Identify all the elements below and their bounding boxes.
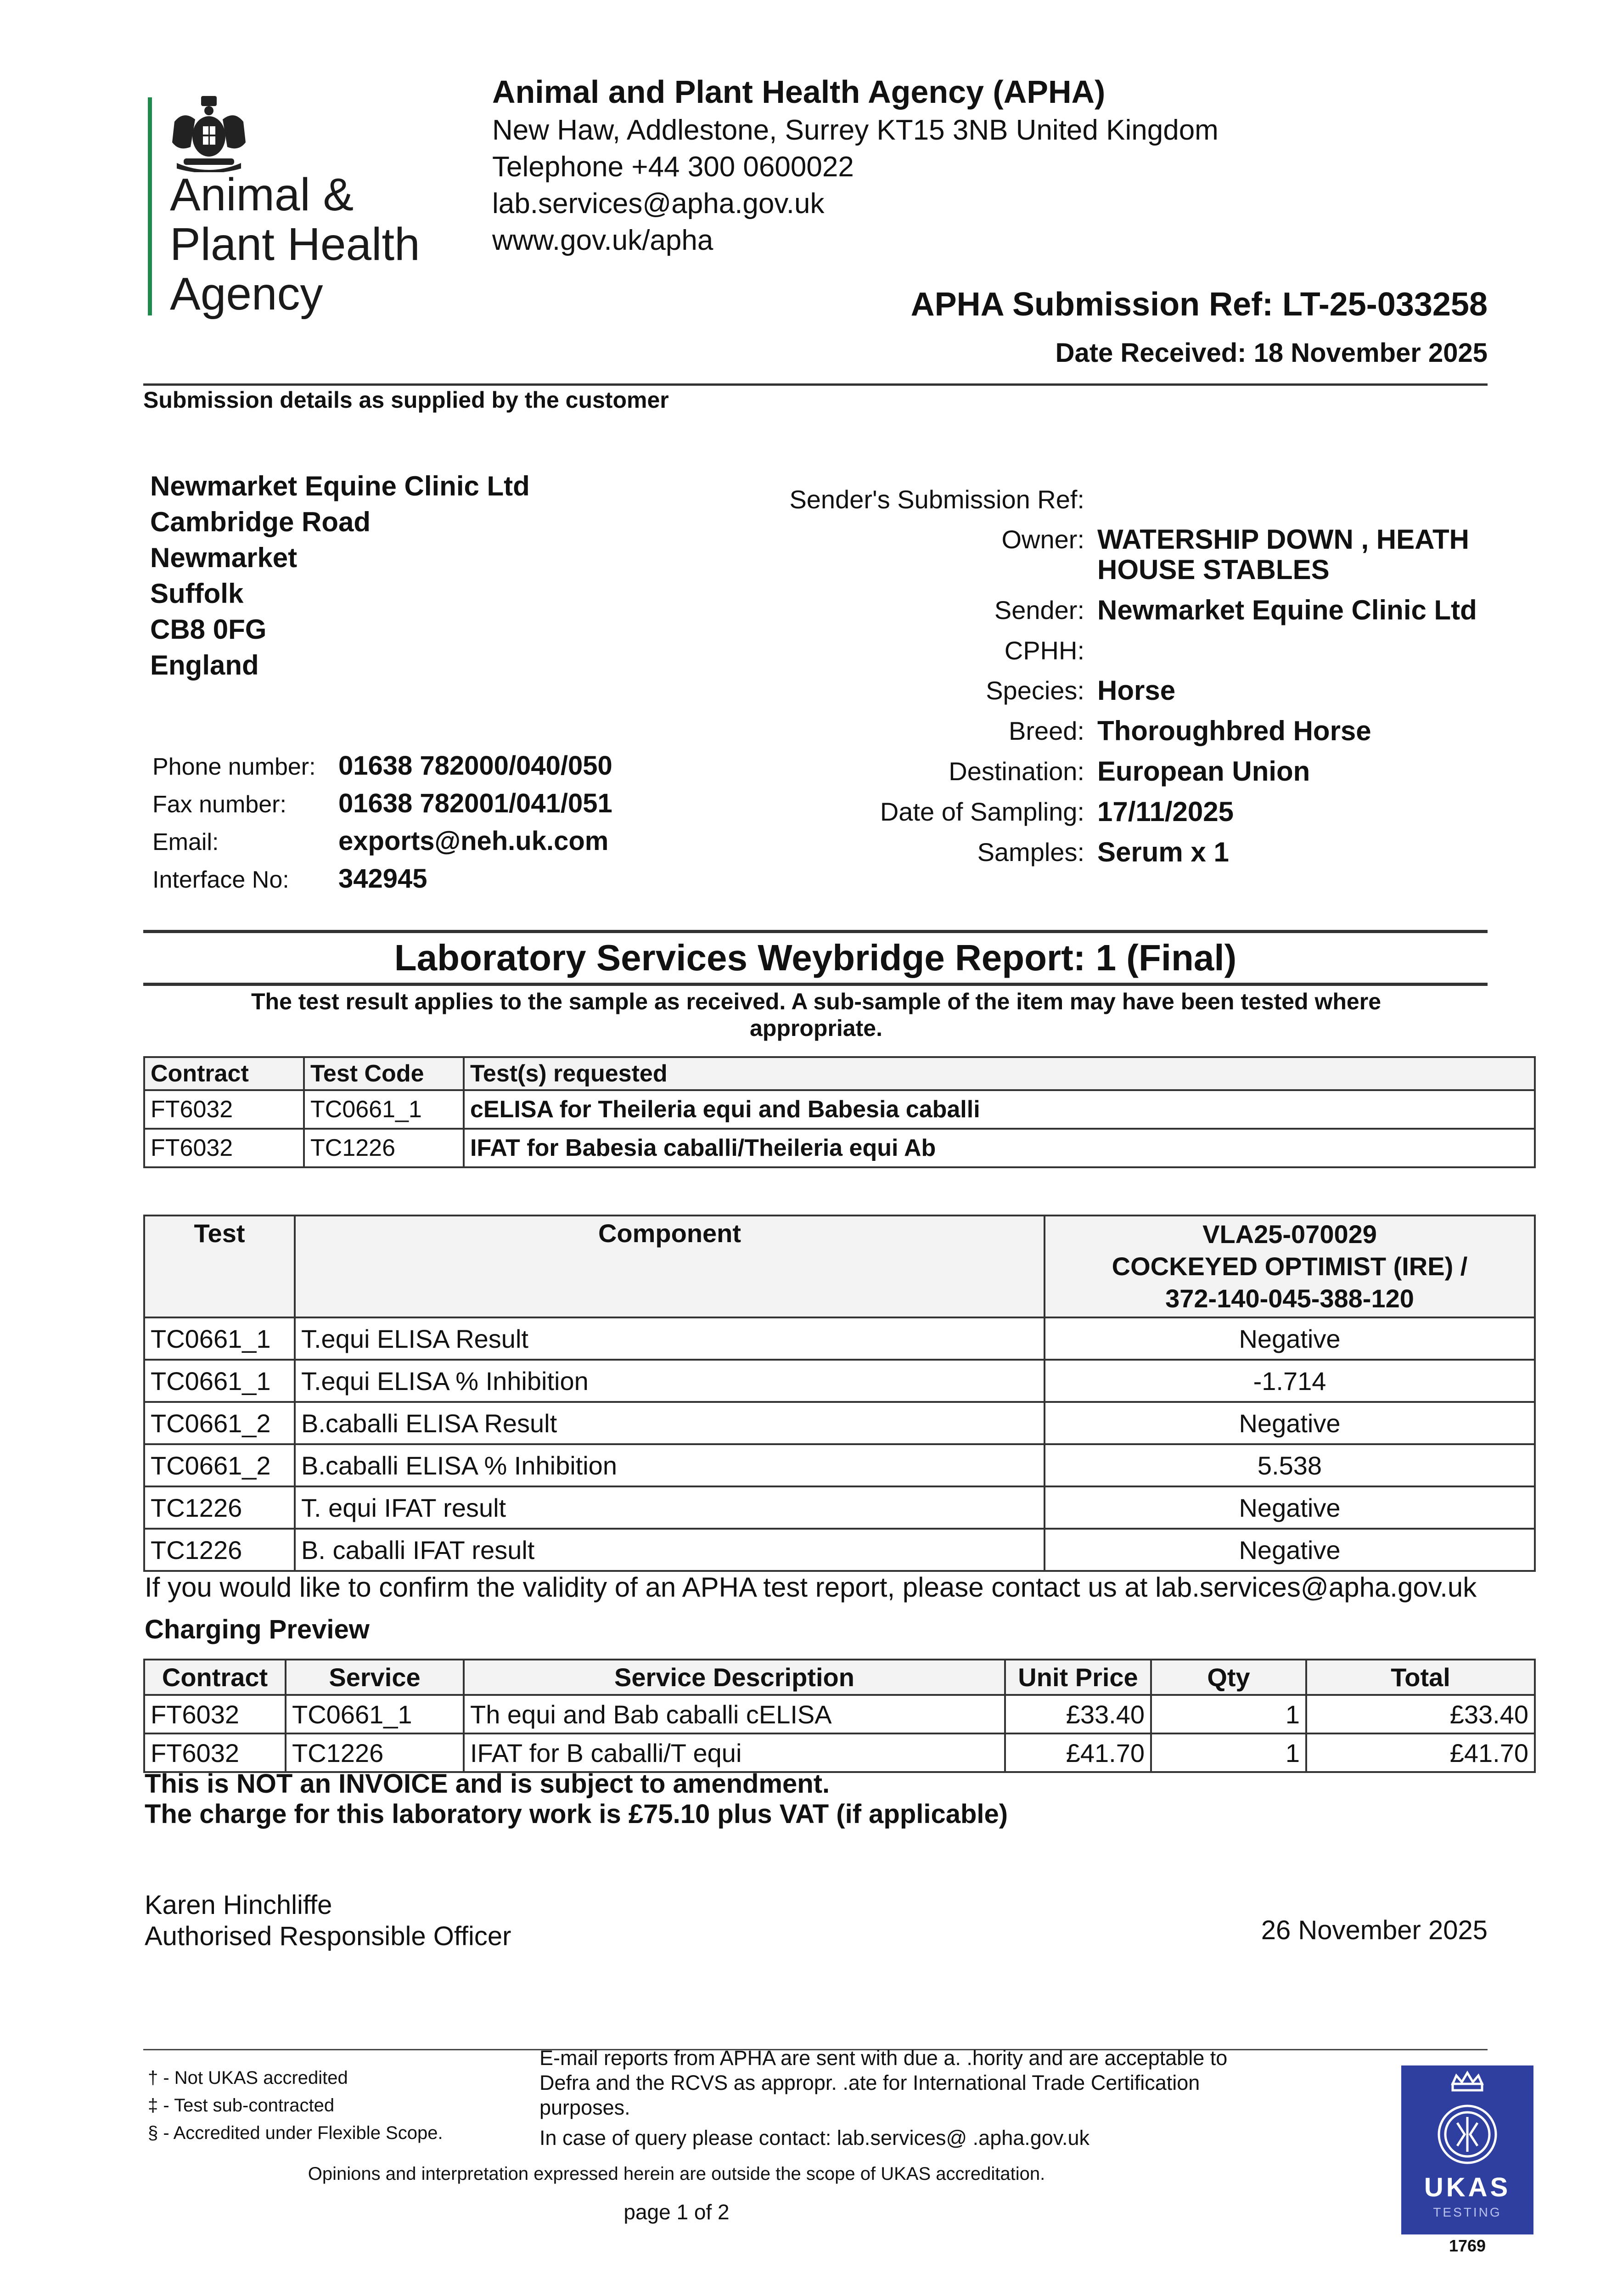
fax-label: Fax number: [152, 791, 286, 818]
cell: TC1226 [286, 1733, 464, 1772]
detail-value: Serum x 1 [1097, 837, 1229, 867]
org-name: Animal and Plant Health Agency (APHA) [492, 74, 1106, 110]
key-item: † - Not UKAS accredited [148, 2068, 348, 2088]
col-header: Qty [1151, 1660, 1306, 1695]
detail-value: Horse [1097, 675, 1176, 706]
signer-role: Authorised Responsible Officer [145, 1921, 511, 1951]
table-row [144, 1129, 1535, 1167]
cell: T.equi ELISA % Inhibition [295, 1360, 1045, 1402]
submission-details [735, 484, 1497, 878]
org-website[interactable]: www.gov.uk/apha [492, 225, 713, 256]
email-label: Email: [152, 829, 219, 855]
col-header: Contract [144, 1057, 304, 1090]
charge-total-text: The charge for this laboratory work is £75.10 plus VAT (if applicable) [145, 1799, 1008, 1829]
submission-ref: APHA Submission Ref: LT-25-033258 [910, 286, 1488, 323]
cell: 1 [1151, 1733, 1306, 1772]
sample-id: VLA25-070029 [1202, 1220, 1377, 1249]
key-item: § - Accredited under Flexible Scope. [148, 2123, 443, 2143]
phone-label: Phone number: [152, 754, 316, 780]
cell: £41.70 [1306, 1733, 1535, 1772]
signoff-date: 26 November 2025 [1261, 1915, 1488, 1945]
result-cell: Negative [1045, 1402, 1535, 1444]
cell: IFAT for Babesia caballi/Theileria equi Ab [464, 1129, 1535, 1167]
logo-bar [148, 97, 152, 315]
report-title: Laboratory Services Weybridge Report: 1 (Final) [394, 937, 1237, 978]
report-applies-note: The test result applies to the sample as received. A sub-sample of the item may have been tested where appropriate. [251, 989, 1381, 1041]
table-row [144, 1733, 1535, 1772]
cell: T.equi ELISA Result [295, 1317, 1045, 1360]
email-value[interactable]: exports@neh.uk.com [338, 826, 609, 856]
submission-details-heading: Submission details as supplied by the customer [143, 387, 669, 413]
detail-row [735, 675, 1497, 706]
col-header: Test [144, 1216, 295, 1317]
footer-key [148, 2064, 443, 2147]
detail-row [735, 837, 1497, 867]
fax-value: 01638 782001/041/051 [338, 788, 612, 818]
result-cell: Negative [1045, 1317, 1535, 1360]
table-row [144, 1317, 1535, 1360]
logo-line-3: Agency [170, 268, 323, 320]
org-contact-block [492, 73, 1219, 259]
result-cell: Negative [1045, 1486, 1535, 1529]
table-row [144, 1090, 1535, 1129]
cell: B. caballi IFAT result [295, 1529, 1045, 1571]
results-table [143, 1215, 1536, 1572]
col-header: Service [286, 1660, 464, 1695]
address-line: Newmarket [150, 542, 298, 573]
detail-value: 17/11/2025 [1097, 796, 1234, 827]
charging-heading: Charging Preview [145, 1615, 370, 1644]
cell: TC1226 [144, 1529, 295, 1571]
col-header: Unit Price [1005, 1660, 1151, 1695]
detail-label: Sender: [994, 596, 1084, 625]
table-header-row [144, 1057, 1535, 1090]
signoff [145, 1890, 511, 1952]
cell: TC1226 [304, 1129, 464, 1167]
result-cell: -1.714 [1045, 1360, 1535, 1402]
detail-value: European Union [1097, 756, 1310, 787]
detail-row [735, 595, 1497, 625]
cell: £33.40 [1005, 1695, 1151, 1733]
table-header-row [144, 1660, 1535, 1695]
detail-row [735, 524, 1497, 585]
charging-table [143, 1659, 1536, 1773]
date-received: Date Received: 18 November 2025 [1055, 338, 1488, 368]
validity-note: If you would like to confirm the validity of an APHA test report, please contact us at lab.services@apha.gov.uk [145, 1572, 1477, 1603]
org-address: New Haw, Addlestone, Surrey KT15 3NB United Kingdom [492, 114, 1219, 146]
report-divider-top [143, 930, 1488, 933]
cell: FT6032 [144, 1129, 304, 1167]
cell: 1 [1151, 1695, 1306, 1733]
detail-row [735, 756, 1497, 787]
customer-contact [152, 748, 612, 898]
detail-row [735, 484, 1497, 514]
logo-line-1: Animal & [170, 169, 354, 220]
customer-address [150, 468, 530, 683]
address-line: Newmarket Equine Clinic Ltd [150, 471, 530, 501]
cell: £41.70 [1005, 1733, 1151, 1772]
cell: TC0661_1 [144, 1317, 295, 1360]
cell: FT6032 [144, 1090, 304, 1129]
col-header: Total [1306, 1660, 1535, 1695]
detail-label: Breed: [1009, 716, 1084, 745]
footer-note [539, 2046, 1274, 2150]
col-header: Service Description [464, 1660, 1005, 1695]
cell: £33.40 [1306, 1695, 1535, 1733]
royal-crest-icon [165, 94, 253, 172]
cell: IFAT for B caballi/T equi [464, 1733, 1005, 1772]
ukas-badge [1401, 2065, 1533, 2234]
detail-value: Newmarket Equine Clinic Ltd [1097, 595, 1477, 625]
phone-value: 01638 782000/040/050 [338, 751, 612, 781]
detail-value: Thoroughbred Horse [1097, 715, 1371, 746]
detail-value [1097, 636, 1497, 665]
table-row [144, 1695, 1535, 1733]
header-divider [143, 383, 1488, 386]
detail-row [735, 716, 1497, 746]
detail-label: Destination: [949, 757, 1084, 786]
cell: TC0661_1 [144, 1360, 295, 1402]
interface-value: 342945 [338, 864, 427, 894]
table-header-row [144, 1216, 1535, 1317]
org-telephone: Telephone +44 300 0600022 [492, 151, 854, 183]
col-header: Contract [144, 1660, 286, 1695]
tests-requested-table [143, 1056, 1536, 1168]
cell: TC0661_2 [144, 1402, 295, 1444]
col-header: Component [295, 1216, 1045, 1317]
cell: cELISA for Theileria equi and Babesia caballi [464, 1090, 1535, 1129]
key-item: ‡ - Test sub-contracted [148, 2095, 335, 2116]
logo-wordmark [170, 170, 420, 319]
cell: TC0661_1 [286, 1695, 464, 1733]
cell: T. equi IFAT result [295, 1486, 1045, 1529]
detail-label: Samples: [977, 838, 1084, 867]
cell: FT6032 [144, 1695, 286, 1733]
cell: TC1226 [144, 1486, 295, 1529]
table-row [144, 1444, 1535, 1486]
ukas-sub-label: TESTING [1433, 2205, 1502, 2219]
page-number: page 1 of 2 [623, 2200, 730, 2224]
logo-line-2: Plant Health [170, 219, 420, 270]
address-line: Cambridge Road [150, 506, 371, 537]
result-cell: Negative [1045, 1529, 1535, 1571]
table-row [144, 1402, 1535, 1444]
col-header: Test Code [304, 1057, 464, 1090]
detail-label: Date of Sampling: [880, 797, 1084, 826]
invoice-notice [145, 1769, 1008, 1829]
query-note: In case of query please contact: lab.services@ .apha.gov.uk [539, 2126, 1090, 2150]
sample-name: COCKEYED OPTIMIST (IRE) / [1112, 1252, 1468, 1281]
detail-row [735, 797, 1497, 827]
cell: TC0661_2 [144, 1444, 295, 1486]
org-email[interactable]: lab.services@apha.gov.uk [492, 188, 825, 219]
ukas-number: 1769 [1449, 2236, 1486, 2255]
cell: B.caballi ELISA % Inhibition [295, 1444, 1045, 1486]
email-report-note: E-mail reports from APHA are sent with due a. .hority and are acceptable to Defra and the RCVS as appropr. .ate for International Trade Certification purposes. [539, 2046, 1228, 2119]
detail-label: Owner: [1001, 525, 1084, 554]
detail-row [735, 636, 1497, 665]
cell: FT6032 [144, 1733, 286, 1772]
detail-label: Sender's Submission Ref: [789, 485, 1084, 514]
detail-value: WATERSHIP DOWN , HEATH HOUSE STABLES [1097, 524, 1469, 585]
sample-ref: 372-140-045-388-120 [1165, 1284, 1414, 1313]
result-cell: 5.538 [1045, 1444, 1535, 1486]
interface-label: Interface No: [152, 867, 289, 893]
signer-name: Karen Hinchliffe [145, 1890, 332, 1920]
address-line: CB8 0FG [150, 614, 267, 645]
cell: Th equi and Bab caballi cELISA [464, 1695, 1005, 1733]
address-line: England [150, 650, 259, 681]
sample-header [1045, 1216, 1535, 1317]
report-divider-bottom [143, 983, 1488, 986]
table-row [144, 1486, 1535, 1529]
table-row [144, 1360, 1535, 1402]
ukas-label: UKAS [1424, 2172, 1511, 2202]
address-line: Suffolk [150, 578, 244, 609]
ukas-disclaimer: Opinions and interpretation expressed herein are outside the scope of UKAS accreditation. [308, 2164, 1045, 2184]
table-row [144, 1529, 1535, 1571]
not-invoice-text: This is NOT an INVOICE and is subject to amendment. [145, 1769, 830, 1799]
col-header: Test(s) requested [464, 1057, 1535, 1090]
detail-label: Species: [986, 676, 1084, 705]
detail-label: CPHH: [1004, 636, 1084, 665]
cell: TC0661_1 [304, 1090, 464, 1129]
detail-value [1097, 484, 1497, 514]
cell: B.caballi ELISA Result [295, 1402, 1045, 1444]
